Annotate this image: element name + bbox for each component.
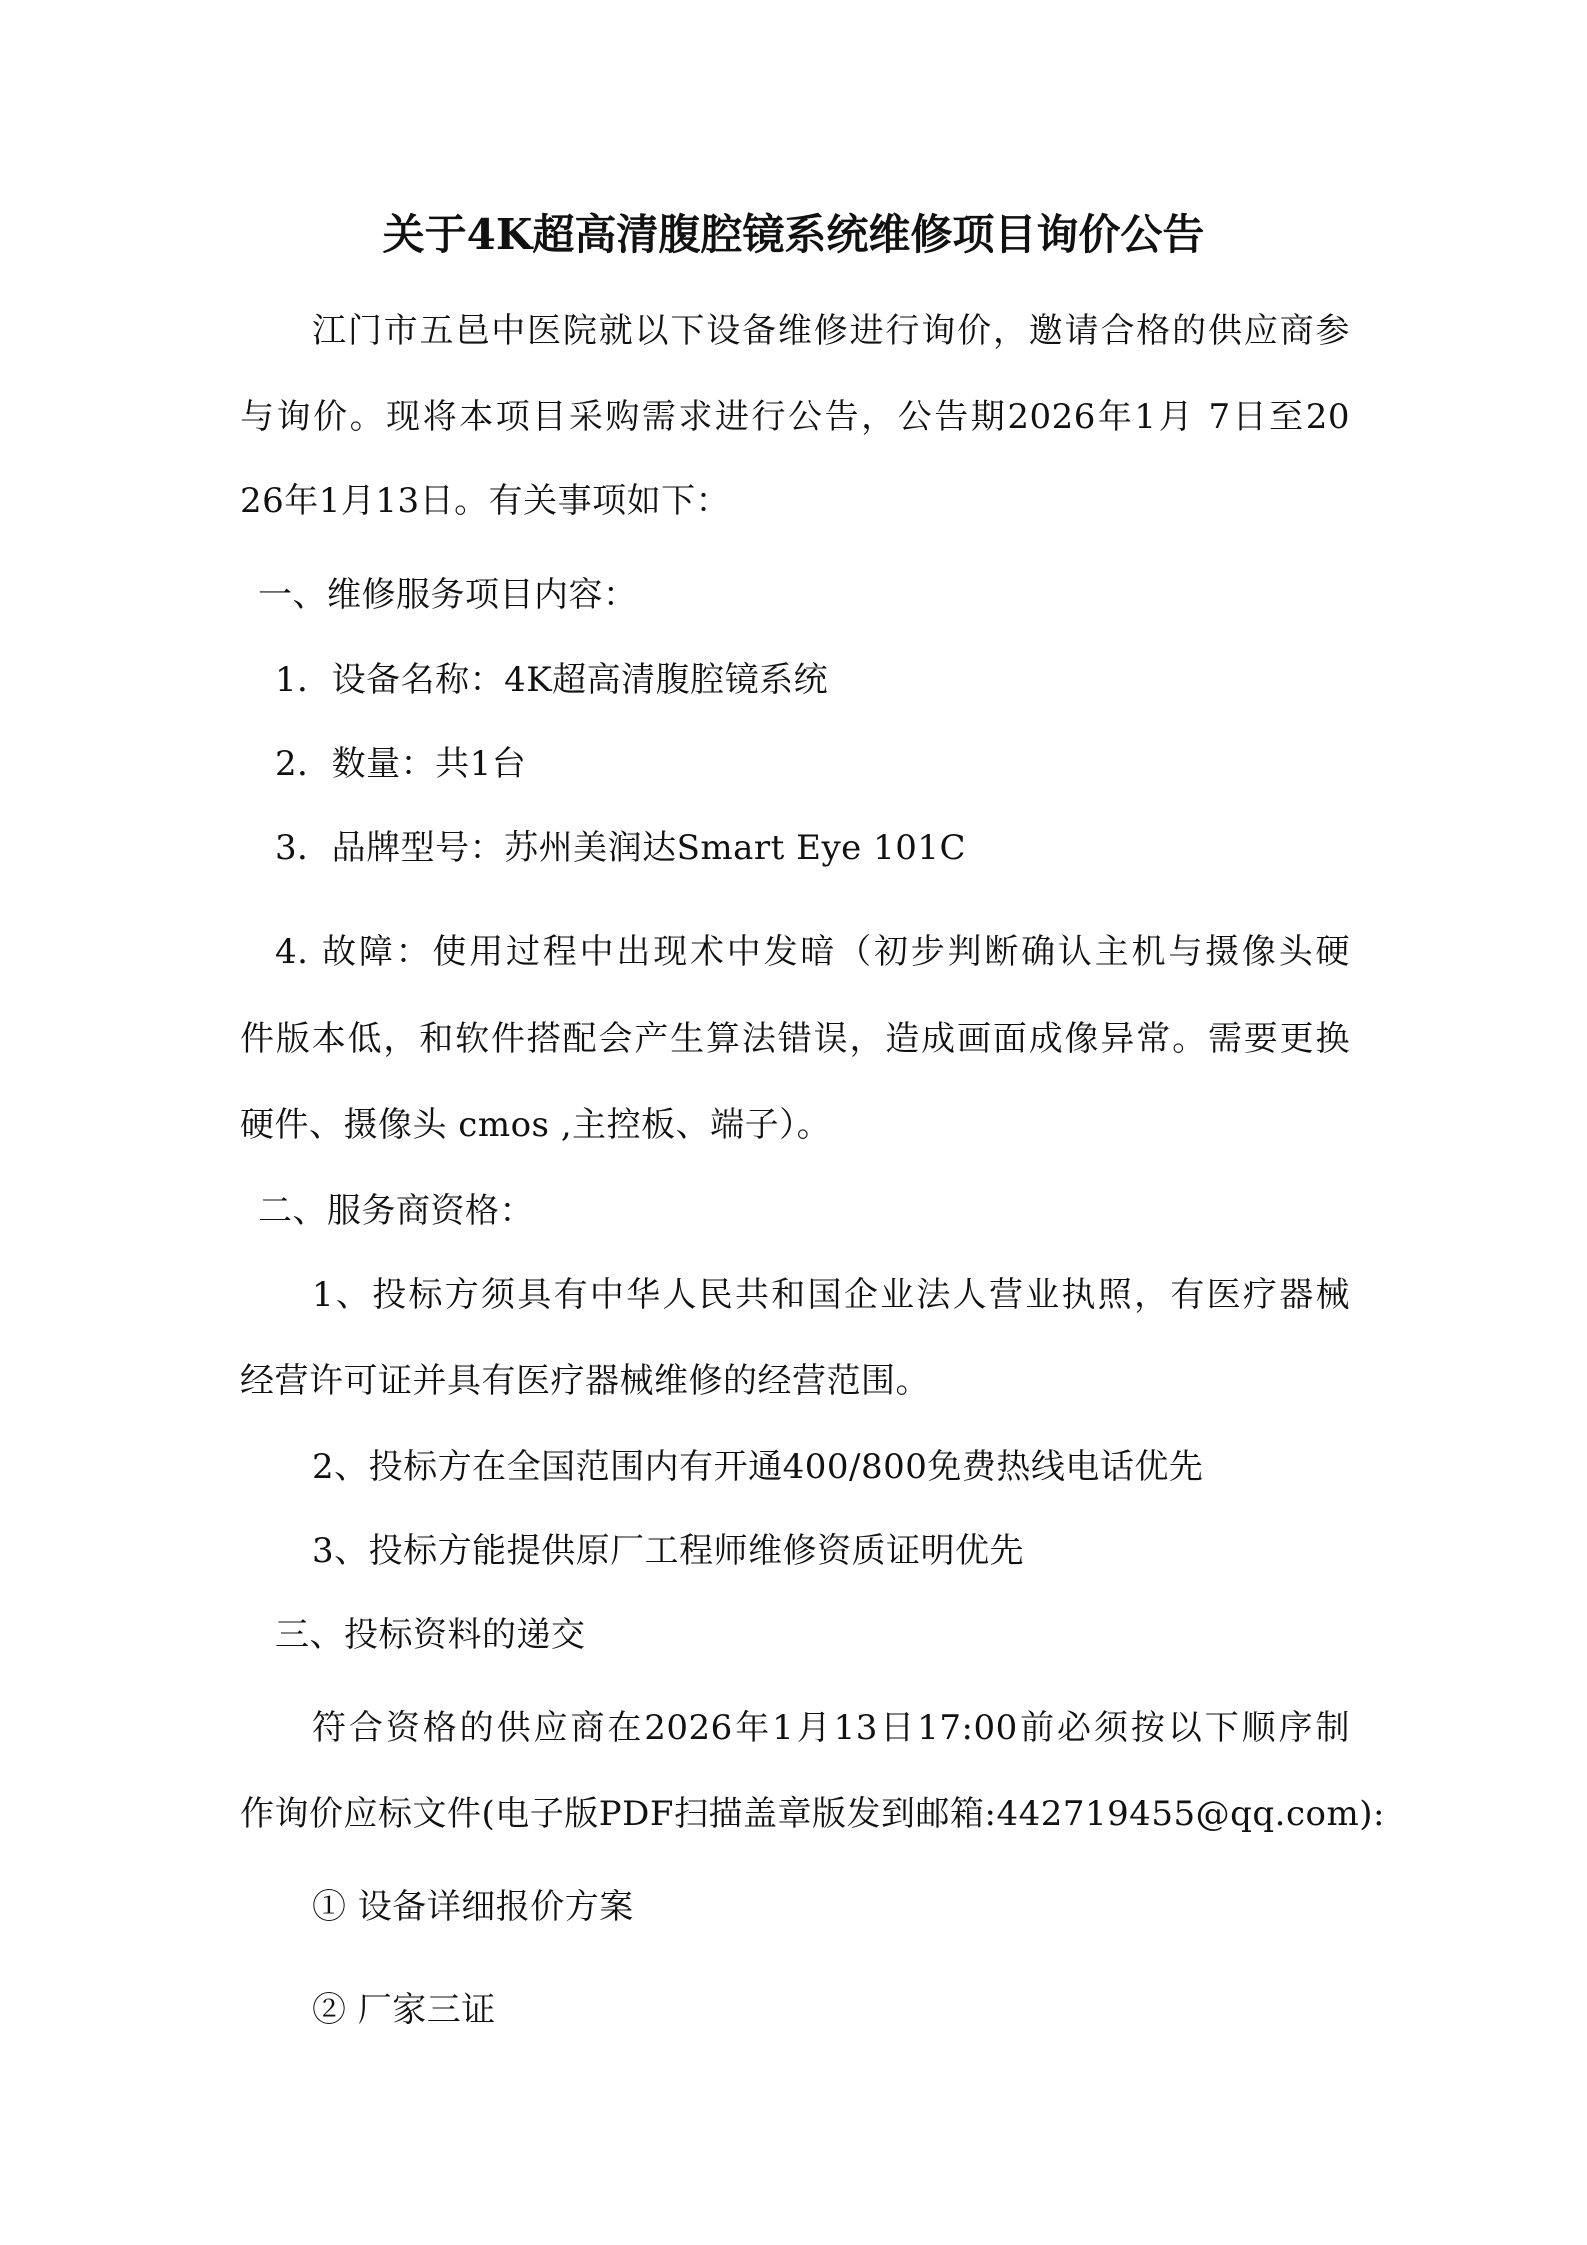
- section-1-heading: 一、维修服务项目内容：: [258, 575, 638, 615]
- requirement-1-line-2: 经营许可证并具有医疗器械维修的经营范围。: [240, 1361, 930, 1401]
- section-3-heading: 三、投标资料的递交: [275, 1615, 586, 1655]
- submission-line-2: 作询价应标文件(电子版PDF扫描盖章版发到邮箱:442719455@qq.com):: [240, 1794, 1385, 1834]
- submission-line-1: 符合资格的供应商在2026年1月13日17:00前必须按以下顺序制: [312, 1708, 1350, 1748]
- fault-line-2: 件版本低，和软件搭配会产生算法错误，造成画面成像异常。需要更换: [240, 1019, 1350, 1059]
- document-list-item-1: ① 设备详细报价方案: [312, 1887, 634, 1927]
- fault-line-1: 4. 故障：使用过程中出现术中发暗（初步判断确认主机与摄像头硬: [275, 932, 1350, 972]
- section-1-item-1: 1．设备名称：4K超高清腹腔镜系统: [275, 660, 829, 700]
- intro-line-1: 江门市五邑中医院就以下设备维修进行询价，邀请合格的供应商参: [312, 311, 1350, 351]
- intro-line-2: 与询价。现将本项目采购需求进行公告，公告期2026年1月 7日至20: [240, 397, 1350, 437]
- requirement-1-line-1: 1、投标方须具有中华人民共和国企业法人营业执照，有医疗器械: [312, 1275, 1350, 1315]
- document-list-item-2: ② 厂家三证: [312, 1990, 496, 2030]
- page-title: 关于4K超高清腹腔镜系统维修项目询价公告: [382, 210, 1205, 259]
- section-1-item-2: 2．数量：共1台: [275, 744, 527, 784]
- intro-line-3: 26年1月13日。有关事项如下：: [240, 481, 731, 521]
- requirement-3: 3、投标方能提供原厂工程师维修资质证明优先: [312, 1531, 1025, 1571]
- section-2-heading: 二、服务商资格：: [258, 1191, 534, 1231]
- section-1-item-3: 3．品牌型号：苏州美润达Smart Eye 101C: [275, 828, 967, 868]
- requirement-2: 2、投标方在全国范围内有开通400/800免费热线电话优先: [312, 1447, 1204, 1487]
- fault-line-3: 硬件、摄像头 cmos ,主控板、端子）。: [240, 1105, 832, 1145]
